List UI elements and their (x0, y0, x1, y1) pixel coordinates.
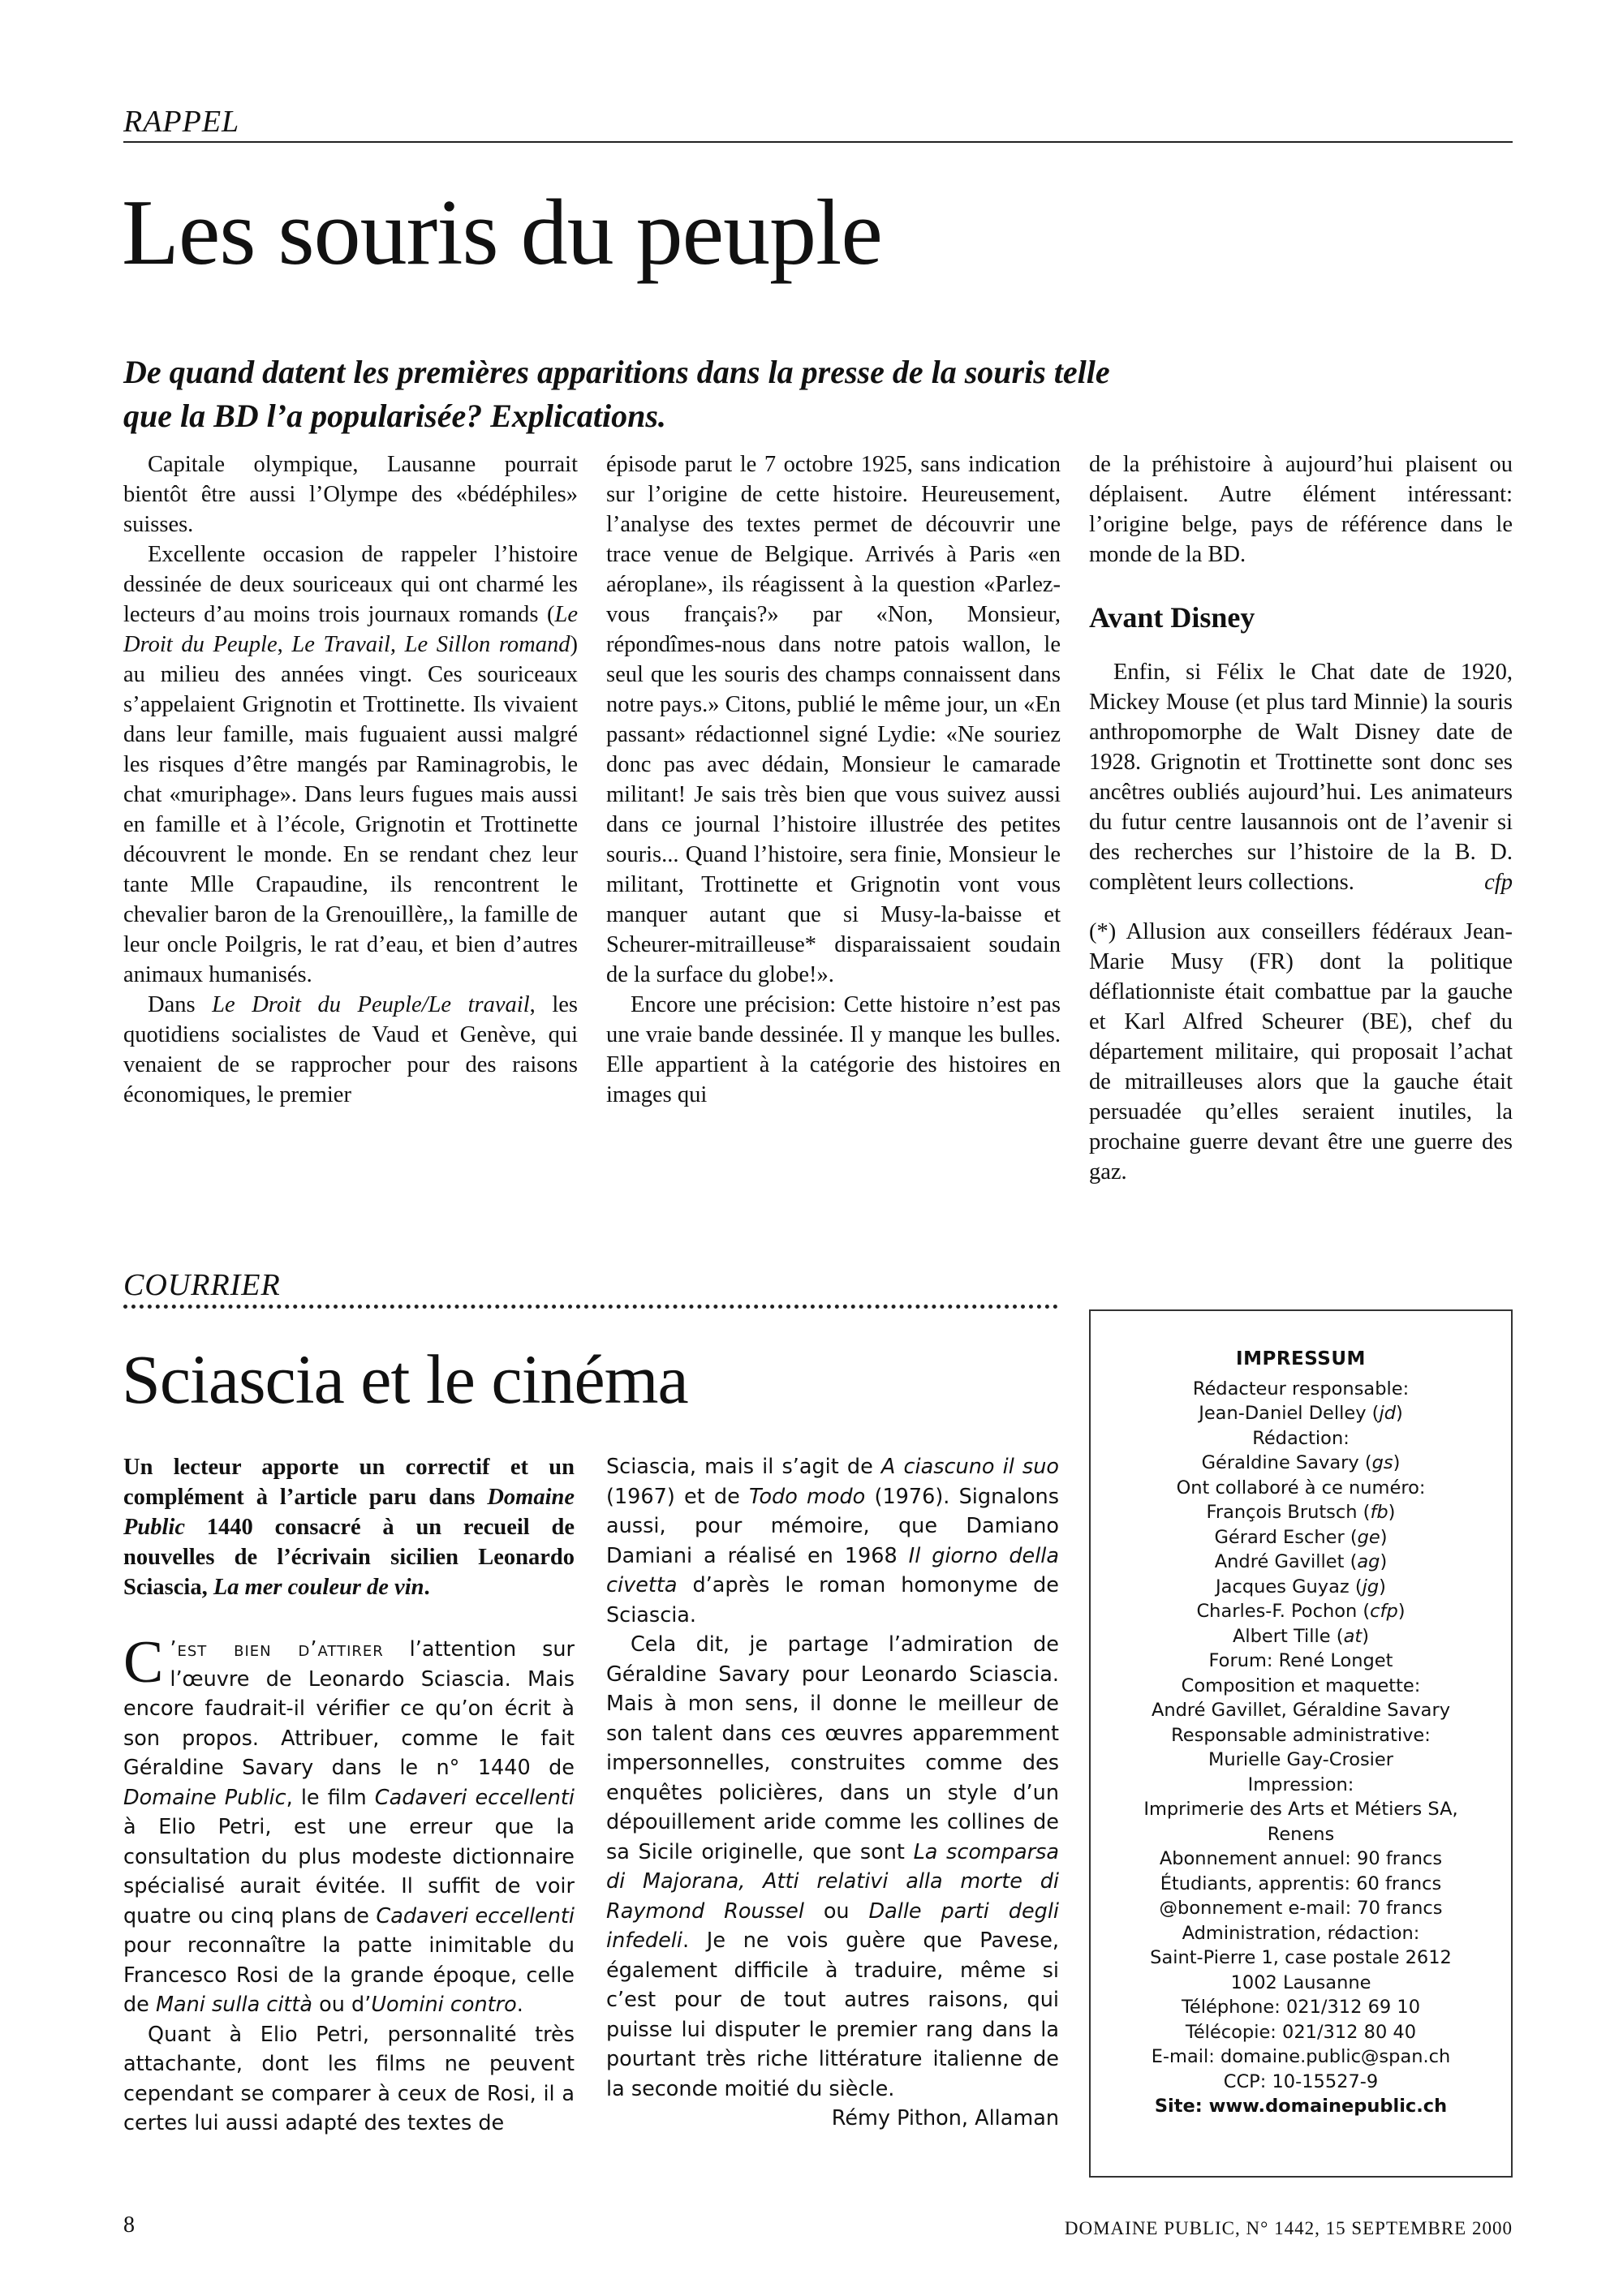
impressum-line: CCP: 10-15527-9 (1223, 2070, 1379, 2092)
section-rule (123, 141, 1513, 143)
impressum-line: Ont collaboré à ce numéro: (1176, 1477, 1426, 1498)
article1-deck-line2: que la BD l’a popularisée? Explications. (123, 398, 666, 434)
impressum-line: Étudiants, apprentis: 60 francs (1160, 1872, 1442, 1894)
article1-headline: Les souris du peuple (122, 181, 882, 285)
subheading-avant-disney: Avant Disney (1089, 601, 1255, 634)
section-dotted-rule (123, 1305, 1058, 1309)
footnote: (*) Allusion aux conseillers fédéraux Jean-Marie Musy (FR) dont la politique déflationniste était combattue par la gauche et Karl Alfred Scheurer (BE), chef du département militaire, qui proposait l’achat de mitrailleuses alors que la gauche était persuadée qu’elles seraient inutiles, la prochaine guerre devant être une guerre des gaz. (1089, 919, 1513, 1185)
article1-deck (123, 350, 1341, 438)
article2-headline: Sciascia et le cinéma (122, 1340, 688, 1418)
impressum-line: E-mail: domaine.public@span.ch (1151, 2046, 1451, 2067)
impressum-line: Murielle Gay-Crosier (1208, 1749, 1394, 1770)
impressum-line: André Gavillet (ag) (1214, 1551, 1388, 1572)
impressum-line: Jacques Guyaz (jg) (1216, 1576, 1386, 1597)
article2-column-2 (606, 1452, 1059, 2134)
impressum-line: Responsable administrative: (1171, 1724, 1431, 1746)
article1-column-3 (1089, 449, 1513, 1187)
article2-signature: Rémy Pithon, Allaman (831, 2106, 1059, 2130)
section-rubric-rappel: RAPPEL (123, 105, 240, 139)
impressum-line: Saint-Pierre 1, case postale 2612 (1150, 1947, 1452, 1968)
section-rubric-courrier: COURRIER (123, 1268, 281, 1302)
article1-paragraph: épisode parut le 7 octobre 1925, sans indication sur l’origine de cette histoire. Heureusement, l’analyse des textes permet de découvrir une trace venue de Belgique. Arrivés à Paris «en aéroplane», ils réagissent à la question «Parlez-vous français?» par «Non, Monsieur, répondîmes-nous dans notre patois wallon, le seul que les souris des champs connaissent dans notre pays.» Citons, publié le même jour, un «En passant» rédactionnel signé Lydie: «Ne souriez donc pas avec dédain, Monsieur le camarade militant! Je sais très bien que vous suivez aussi dans ce journal l’histoire illustrée des petites souris... Quand l’histoire, sera finie, Monsieur le militant, Trottinette et Grignotin vont vous manquer autant que si Musy-la-baisse et Scheurer-mitrailleuse* disparaissaient soudain de la surface du globe!». (606, 452, 1061, 987)
article2-paragraph: Sciascia, mais il s’agit de A ciascuno il suo (1967) et de Todo modo (1976). Signalons aussi, pour mémoire, que Damiano Damiani a réalisé en 1968 Il giorno della civetta d’après le roman homonyme de Sciascia. (606, 1455, 1060, 1627)
impressum-box (1089, 1309, 1513, 2178)
impressum-website: Site: www.domainepublic.ch (1154, 2096, 1448, 2117)
article2-paragraph: C ’est bien d’attirer l’attention sur l’œuvre de Leonardo Sciascia. Mais encore faudrait-il vérifier ce qu’on écrit à son propos. Attribuer, comme le fait Géraldine Savary dans le n° 1440 de Domaine Public, le film Cadaveri eccellenti à Elio Petri, est une erreur que la consultation du plus modeste dictionnaire spécialisé aurait évitée. Il suffit de voir quatre ou cinq plans de Cadaveri eccellenti pour reconnaître la patte inimitable du Francesco Rosi de la grande époque, celle de Mani sulla città ou d’Uomini contro. (123, 1629, 575, 2017)
impressum-line: Administration, rédaction: (1182, 1922, 1420, 1944)
article1-paragraph: de la préhistoire à aujourd’hui plaisent ou déplaisent. Autre élément intéressant: l’origine belge, pays de référence dans le monde de la BD. (1089, 452, 1513, 567)
article1-deck-line1: De quand datent les premières apparitions dans la presse de la souris telle (123, 354, 1110, 390)
article2-paragraph: Quant à Elio Petri, personnalité très attachante, dont les films ne peuvent cependant se comparer à ceux de Rosi, il a certes lui aussi adapté des textes de (123, 2022, 575, 2135)
publication-info: DOMAINE PUBLIC, N° 1442, 15 SEPTEMBRE 2000 (1064, 2218, 1513, 2238)
impressum-line: Gérard Escher (ge) (1214, 1526, 1388, 1548)
article1-column-2 (606, 449, 1061, 1110)
impressum-line: Rédacteur responsable: (1192, 1378, 1410, 1400)
article1-paragraph: Dans Le Droit du Peuple/Le travail, les quotidiens socialistes de Vaud et Genève, qui venaient de se rapprocher pour des raisons économiques, le premier (123, 992, 578, 1107)
impressum-line: Forum: René Longet (1208, 1650, 1393, 1671)
impressum-line: @bonnement e-mail: 70 francs (1159, 1898, 1443, 1919)
impressum-line: Téléphone: 021/312 69 10 (1181, 1997, 1421, 2018)
impressum-line: François Brutsch (fb) (1206, 1502, 1396, 1523)
impressum-line: 1002 Lausanne (1230, 1971, 1371, 1993)
impressum-line: Jean-Daniel Delley (jd) (1199, 1403, 1403, 1424)
impressum-line: Charles-F. Pochon (cfp) (1196, 1601, 1406, 1622)
article1-column-1 (123, 449, 578, 1110)
impressum-line: André Gavillet, Géraldine Savary (1151, 1700, 1451, 1721)
article1-paragraph: Excellente occasion de rappeler l’histoire dessinée de deux souriceaux qui ont charmé les lecteurs d’au moins trois journaux romands (Le Droit du Peuple, Le Travail, Le Sillon romand) au milieu des années vingt. Ces souriceaux s’appelaient Grignotin et Trottinette. Ils vivaient dans leur famille, mais fuguaient aussi malgré les risques d’être mangés par Raminagrobis, le chat «muriphage». Dans leurs fugues mais aussi en famille et à l’école, Grignotin et Trottinette découvrent le monde. En se rendant chez leur tante Mlle Crapaudine, ils rencontrent le chevalier baron de la Grenouillère,, la famille de leur oncle Poilgris, le rat d’eau, et bien d’autres animaux humanisés. (123, 542, 579, 987)
article2-column-1 (123, 1452, 575, 2139)
article1-paragraph: Enfin, si Félix le Chat date de 1920, Mickey Mouse (et plus tard Minnie) la souris anthropomorphe de Walt Disney date de 1928. Grignotin et Trottinette sont donc ses ancêtres oubliés aujourd’hui. Les animateurs du futur centre lausannois ont de l’avenir si des recherches sur l’histoire de la B. D. complètent leurs collections. cfp (1089, 657, 1513, 897)
article1-paragraph: Encore une précision: Cette histoire n’est pas une vraie bande dessinée. Il y manque les bulles. Elle appartient à la catégorie des histoires en images qui (606, 992, 1061, 1107)
impressum-line: Composition et maquette: (1181, 1675, 1421, 1696)
impressum-line: Abonnement annuel: 90 francs (1159, 1848, 1443, 1869)
impressum-line: Albert Tille (at) (1233, 1625, 1369, 1647)
article2-paragraph: Cela dit, je partage l’admiration de Géraldine Savary pour Leonardo Sciascia. Mais à mon sens, il donne le meilleur de son talent dans ces œuvres apparemment impersonnelles, construites comme des enquêtes policières, dans un style d’un dépouillement aride comme les collines de sa Sicile originelle, que sont La scomparsa di Majorana, Atti relativi alla morte di Raymond Roussel ou Dalle parti degli infedeli. Je ne vois guère que Pavese, également difficile à traduire, même si c’est pour de tout autres raisons, qui puisse lui disputer le premier rang dans la pourtant très riche littérature italienne de la seconde moitié du siècle. (606, 1632, 1059, 2101)
impressum-line: Renens (1267, 1823, 1335, 1845)
article2-lead: Un lecteur apporte un correctif et un complément à l’article paru dans Domaine Public 1440 consacré à un recueil de nouvelles de l’écrivain sicilien Leonardo Sciascia, La mer couleur de vin. (123, 1455, 575, 1600)
impressum-line: Télécopie: 021/312 80 40 (1185, 2021, 1417, 2043)
article2-body-1 (123, 1629, 575, 2139)
drop-cap: C (123, 1629, 164, 1696)
article1-paragraph: Capitale olympique, Lausanne pourrait bientôt être aussi l’Olympe des «bédéphiles» suisses. (123, 452, 578, 537)
impressum-title: IMPRESSUM (1236, 1348, 1366, 1369)
page-number: 8 (123, 2212, 135, 2238)
author-initials: cfp (1484, 870, 1513, 895)
impressum-line: Impression: (1247, 1774, 1354, 1795)
impressum-line: Géraldine Savary (gs) (1201, 1452, 1401, 1473)
impressum-line: Rédaction: (1252, 1427, 1350, 1449)
impressum-line: Imprimerie des Arts et Métiers SA, (1143, 1799, 1458, 1820)
